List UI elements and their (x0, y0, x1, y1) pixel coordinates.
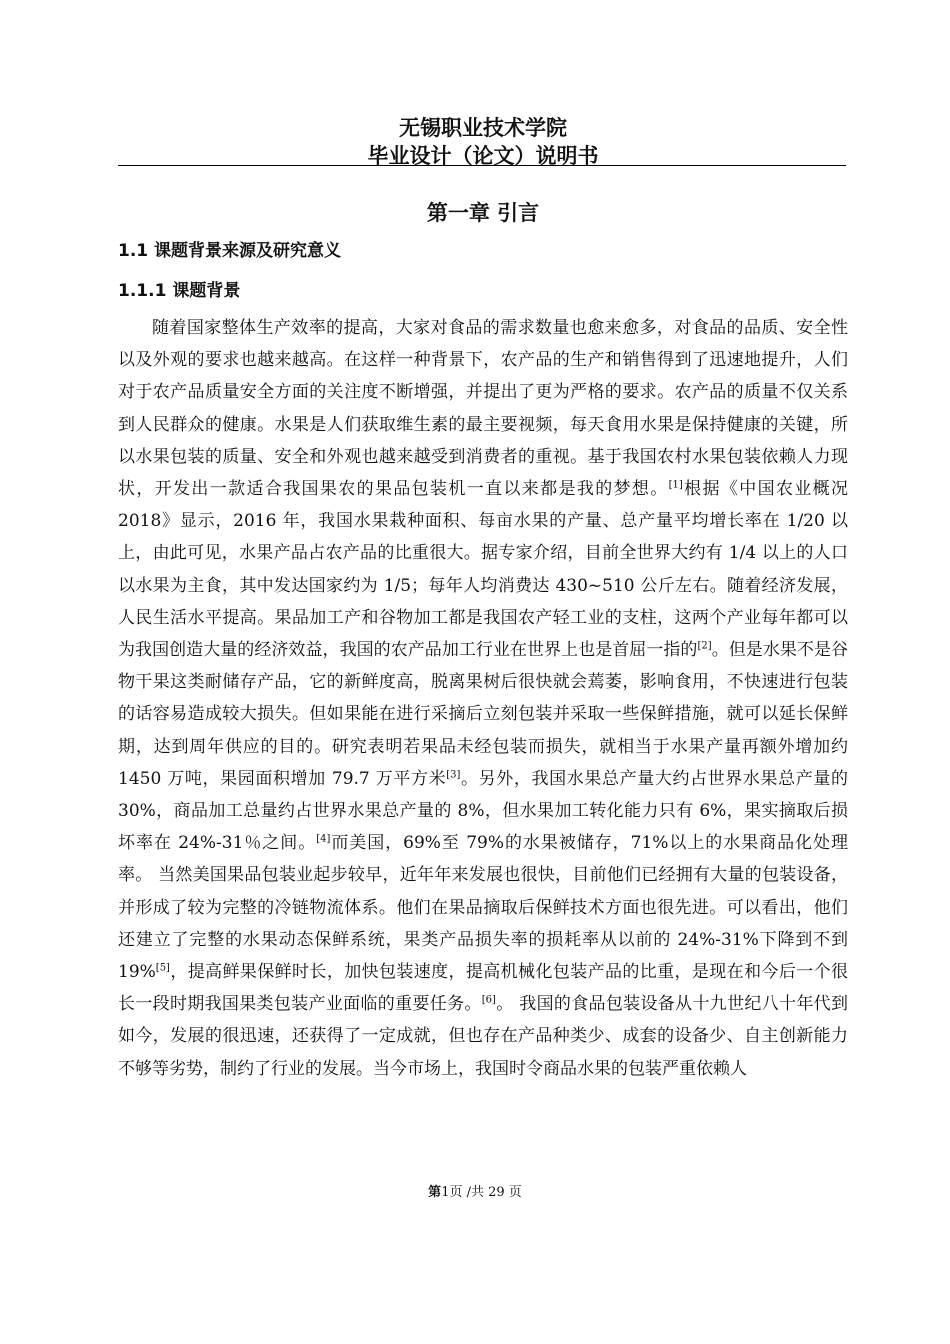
text-segment: 。另外，我国水果总产量大约占世界水果总产量的 30%，商品加工总量约占世界水果总产量的 8%，但水果加工转化能力只有 6%，果实摘取后损坏率在 24%-31％之间。 (118, 768, 849, 854)
text-segment: 。但是水果不是谷物干果这类耐储存产品，它的新鲜度高，脱离果树后很快就会蔫萎，影响食用，不快速进行包装的话容易造成较大损失。但如果能在进行采摘后立刻包装并采取一些保鲜措施，就可以延长保鲜期，达到周年供应的目的。研究表明若果品未经包装而损失，就相当于水果产量再额外增加约 1450 万吨，果园面积增加 79.7 万平方米 (118, 640, 849, 789)
citation-marker: [1] (668, 479, 683, 491)
text-segment: 根据《中国农业概况 2018》显示，2016 年，我国水果栽种面积、每亩水果的产量、总产量平均增长率在 1/20 以上，由此可见，水果产品占农产品的比重很大。据专家介绍，目前全世界大约有 1/4 以上的人口以水果为主食，其中发达国家约为 1/5；每年人均消费达 430~510 公斤左右。随着经济发展，人民生活水平提高。果品加工产和谷物加工都是我国农产轻工业的支柱，这两个产业每年都可以为我国创造大量的经济效益，我国的农产品加工行业在世界上也是首屈一指的 (118, 479, 849, 661)
text-segment: 而美国，69%至 79%的水果被储存，71%以上的水果商品化处理率。 当然美国果品包装业起步较早，近年年来发展也很快，目前他们已经拥有大量的包装设备，并形成了较为完整的冷链物流体系。他们在果品摘取后保鲜技术方面也很先进。可以看出，他们还建立了完整的水果动态保鲜系统，果类产品损失率的损耗率从以前的 24%-31%下降到不到 19% (118, 833, 848, 983)
chapter-title: 第一章 引言 (426, 200, 540, 225)
citation-marker: [5] (155, 962, 170, 974)
school-name: 无锡职业技术学院 (399, 115, 567, 140)
citation-marker: [6] (481, 994, 496, 1006)
paragraph (118, 312, 848, 1085)
document-title: 毕业设计（论文）说明书 (367, 143, 599, 168)
total-pages: 29 (488, 1185, 505, 1200)
page-label-prefix: 第 (428, 1185, 442, 1200)
text-segment: 。 我国的食品包装设备从十九世纪八十年代到如今，发展的很迅速，还获得了一定成就，但也存在产品种类少、成套的设备少、自主创新能力不够等劣势，制约了行业的发展。当今市场上，我国时令商品水果的包装严重依赖人 (118, 994, 849, 1079)
citation-marker: [2] (697, 640, 712, 652)
text-segment: 随着国家整体生产效率的提高，大家对食品的需求数量也愈来愈多，对食品的品质、安全性以及外观的要求也越来越高。在这样一种背景下，农产品的生产和销售得到了迅速地提升，人们对于农产品质量安全方面的关注度不断增强，并提出了更为严格的要求。农产品的质量不仅关系到人民群众的健康。水果是人们获取维生素的最主要视频，每天食用水果是保持健康的关键，所以水果包装的质量、安全和外观也越来越受到消费者的重视。基于我国农村水果包装依赖人力现状，开发出一款适合我国果农的果品包装机一直以来都是我的梦想。 (118, 318, 848, 500)
body-text (118, 312, 848, 1085)
section-heading-1-1-1: 1.1.1 课题背景 (118, 281, 241, 301)
document-header (118, 114, 848, 170)
text-segment: ，提高鲜果保鲜时长，加快包装速度，提高机械化包装产品的比重，是现在和今后一个很长一段时期我国果类包装产业面临的重要任务。 (118, 962, 848, 1015)
section-heading-1-1: 1.1 课题背景来源及研究意义 (118, 241, 342, 261)
page-footer (0, 1184, 950, 1202)
header-divider (118, 165, 846, 166)
page-label-middle: 页 /共 (449, 1185, 489, 1200)
citation-marker: [4] (316, 833, 331, 845)
page-label-suffix: 页 (504, 1185, 522, 1200)
page-number: 1 (441, 1185, 450, 1200)
citation-marker: [3] (446, 769, 461, 781)
